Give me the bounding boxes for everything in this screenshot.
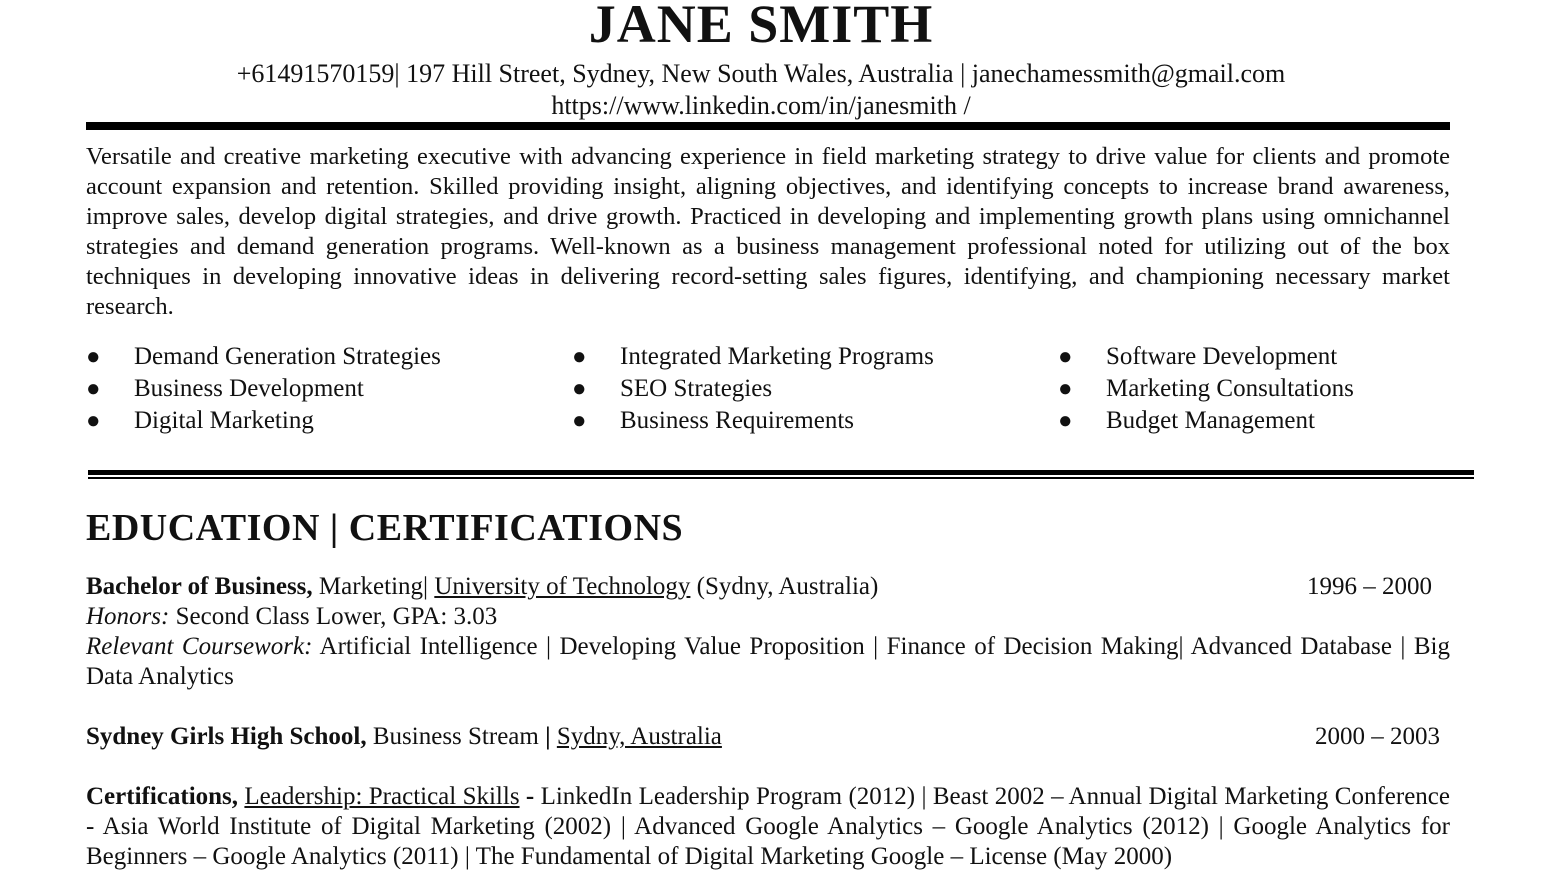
skill-label: Software Development <box>1106 343 1338 370</box>
skill-item <box>572 405 1058 437</box>
bullet-icon: ● <box>86 376 101 402</box>
section-title: EDUCATION | CERTIFICATIONS <box>86 507 684 549</box>
high-school-stream: Business Stream <box>366 723 546 750</box>
bullet-icon: ● <box>1058 408 1073 434</box>
certification-link[interactable]: Leadership: Practical Skills <box>244 783 520 810</box>
coursework-value: Artificial Intelligence | Developing Value Proposition | Finance of Decision Making| Advanced Database | Big Data Analytics <box>86 633 1450 690</box>
degree-title: Bachelor of Business, <box>86 573 313 600</box>
section-divider <box>88 470 1474 480</box>
bullet-icon: ● <box>86 408 101 434</box>
skill-item <box>572 373 1058 405</box>
certification-dash: - <box>519 783 541 810</box>
resume-name: JANE SMITH <box>588 0 934 54</box>
header-divider <box>86 122 1450 130</box>
bullet-icon: ● <box>572 344 587 370</box>
certifications-text: LinkedIn Leadership Program (2012) | Beast 2002 – Annual Digital Marketing Conference - Asia World Institute of Digital Marketing (2002) | Advanced Google Analytics – Google Analytics (2012) | Google Analytics for Beginners – Google Analytics (2011) | The Fundamental of Digital Marketing Google – License (May 2000) <box>86 783 1450 870</box>
high-school-location-link[interactable]: Sydny, Australia <box>556 723 722 750</box>
coursework-label: Relevant Coursework: <box>86 633 313 660</box>
university-link[interactable]: University of Technology <box>434 573 691 600</box>
skill-label: Marketing Consultations <box>1106 375 1354 402</box>
skill-label: Business Requirements <box>620 407 855 434</box>
skill-label: SEO Strategies <box>620 375 773 402</box>
degree-location: (Sydny, Australia) <box>690 573 879 600</box>
skill-label: Digital Marketing <box>134 407 314 434</box>
degree-line <box>86 572 878 602</box>
skill-item <box>1058 341 1544 373</box>
high-school-separator: | <box>545 723 551 750</box>
skill-label: Integrated Marketing Programs <box>620 343 934 370</box>
high-school-dates: 2000 – 2003 <box>1315 723 1440 750</box>
certifications-paragraph <box>86 782 1450 872</box>
skill-item <box>1058 373 1544 405</box>
skill-item <box>86 341 572 373</box>
contact-line: +61491570159| 197 Hill Street, Sydney, New South Wales, Australia | janechamessmith@gmail.com <box>236 59 1286 88</box>
skill-label: Budget Management <box>1106 407 1315 434</box>
degree-major: Marketing| <box>312 573 435 600</box>
skill-label: Demand Generation Strategies <box>134 343 441 370</box>
degree-dates: 1996 – 2000 <box>1307 573 1432 600</box>
skill-label: Business Development <box>134 375 364 402</box>
coursework-paragraph <box>86 632 1450 692</box>
honors-label: Honors: <box>86 603 170 630</box>
high-school-line <box>86 722 722 752</box>
skills-grid <box>86 341 1544 437</box>
skill-item <box>1058 405 1544 437</box>
linkedin-url[interactable]: https://www.linkedin.com/in/janesmith / <box>551 91 971 120</box>
bullet-icon: ● <box>1058 344 1073 370</box>
honors-line <box>86 602 497 632</box>
bullet-icon: ● <box>86 344 101 370</box>
high-school-name: Sydney Girls High School, <box>86 723 367 750</box>
bullet-icon: ● <box>572 408 587 434</box>
certifications-label: Certifications, <box>86 783 239 810</box>
honors-value: Second Class Lower, GPA: 3.03 <box>169 603 498 630</box>
professional-summary: Versatile and creative marketing executive with advancing experience in field marketing strategy to drive value for clients and promote account expansion and retention. Skilled providing insight, aligning objectives, and identifying concepts to increase brand awareness, improve sales, develop digital strategies, and drive growth. Practiced in developing and implementing growth plans using omnichannel strategies and demand generation programs. Well-known as a business management professional noted for utilizing out of the box techniques in developing innovative ideas in delivering record-setting sales figures, identifying, and championing necessary market research. <box>86 143 1450 320</box>
bullet-icon: ● <box>1058 376 1073 402</box>
skill-item <box>86 405 572 437</box>
bullet-icon: ● <box>572 376 587 402</box>
skill-item <box>572 341 1058 373</box>
skill-item <box>86 373 572 405</box>
